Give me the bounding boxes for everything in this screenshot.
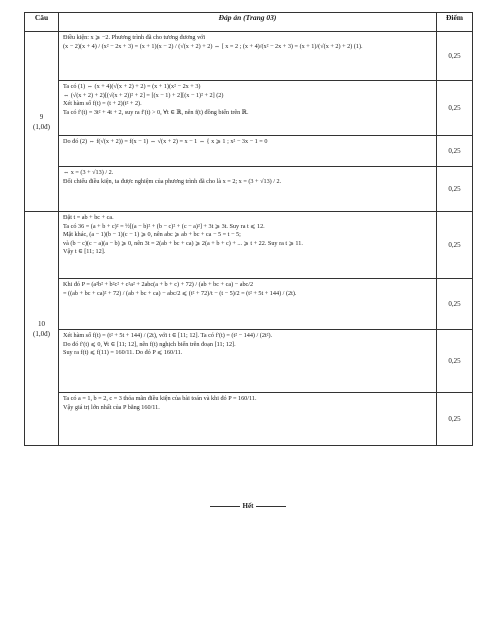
text-line: Xét hàm số f(t) = (t² + 5t + 144) / (2t), với t ∈ [11; 12]. Ta có f′(t) = (t² − 144) / (2t²). (63, 332, 273, 339)
q10-points: (1,0đ) (33, 329, 50, 338)
q9-label (25, 32, 59, 212)
text-line: Do đó f′(t) ⩽ 0, ∀t ∈ [11; 12], nên f(t) nghịch biến trên đoạn [11; 12]. (63, 340, 236, 348)
header-score: Điểm (437, 13, 473, 32)
text-line: Suy ra f(t) ⩽ f(11) = 160/11. Do đó P ⩽ 160/11. (63, 349, 183, 357)
score-cell: 0,25 (437, 32, 473, 81)
q10-label (25, 212, 59, 446)
q10-step-2 (59, 279, 437, 330)
text-line: Điều kiện: x ⩾ −2. Phương trình đã cho tương đương với (63, 34, 206, 41)
text-line: Ta có f′(t) = 3t² + 4t + 2, suy ra f′(t) > 0, ∀t ∈ ℝ, nên f(t) đồng biến trên ℝ. (63, 108, 249, 116)
table-header-row (25, 13, 473, 32)
q9-number: 9 (39, 112, 44, 121)
score-cell: 0,25 (437, 136, 473, 167)
answer-table (24, 12, 473, 446)
q10-row-4 (25, 393, 473, 446)
text-line: Khi đó P = (a²b² + b²c² + c²a² + 2abc(a + b + c) + 72) / (ab + bc + ca) − abc/2 (63, 281, 254, 288)
text-line: Đặt t = ab + bc + ca. (63, 214, 114, 221)
text-line: ⇔ x = (3 + √13) / 2. (63, 169, 114, 176)
q9-row-4 (25, 167, 473, 212)
q9-row-2 (25, 81, 473, 136)
score-cell: 0,25 (437, 393, 473, 446)
text-line: Ta có 36 = (a + b + c)² = ½[(a − b)² + (b − c)² + (c − a)²] + 3t ⩾ 3t. Suy ra t ⩽ 12. (63, 222, 265, 230)
score-cell: 0,25 (437, 167, 473, 212)
text-line: Xét hàm số f(t) = (t + 2)(t² + 2). (63, 100, 142, 108)
text-line: Đối chiếu điều kiện, ta được nghiệm của phương trình đã cho là x = 2; x = (3 + √13) / 2. (63, 177, 282, 185)
text-line: = ((ab + bc + ca)² + 72) / (ab + bc + ca) − abc/2 ⩽ (t² + 72)/t − (t − 5)/2 = (t² + 5t + 144) / (2t). (63, 289, 297, 297)
divider (256, 506, 286, 507)
q9-row-3 (25, 136, 473, 167)
header-answer: Đáp án (Trang 03) (59, 13, 437, 32)
text-line: và (b − c)(c − a)(a − b) ⩾ 0, nên 3t = 2(ab + bc + ca) ⩾ 2(a + b + c) + ... ⩾ t + 22. Suy ra t ⩾ 11. (63, 239, 303, 247)
q10-step-3 (59, 330, 437, 393)
text-line: Vậy giá trị lớn nhất của P bằng 160/11. (63, 403, 160, 411)
q9-step-4 (59, 167, 437, 212)
q9-step-2 (59, 81, 437, 136)
end-text: Hết (242, 502, 254, 510)
text-line: Ta có (1) ⇔ (x + 4)(√(x + 2) + 2) = (x + 1)(x² − 2x + 3) (63, 83, 201, 90)
text-line: Ta có a = 1, b = 2, c = 3 thỏa mãn điều kiện của bài toán và khi đó P = 160/11. (63, 395, 257, 402)
q10-step-1 (59, 212, 437, 279)
text-line: (x − 2)(x + 4) / (x² − 2x + 3) = (x + 1)(x − 2) / (√(x + 2) + 2) ⇔ [ x = 2 ; (x + 4)/(x² − 2x + 3) = (x + 1)/(√(x + 2) + 2) (1). (63, 42, 363, 50)
q9-points: (1,0đ) (33, 122, 50, 131)
score-cell: 0,25 (437, 212, 473, 279)
text-line: Vậy t ∈ [11; 12]. (63, 248, 106, 256)
q9-step-1 (59, 32, 437, 81)
q10-step-4 (59, 393, 437, 446)
text-line: Do đó (2) ⇔ f(√(x + 2)) = f(x − 1) ⇔ √(x + 2) = x − 1 ⇔ { x ⩾ 1 ; x² − 3x − 1 = 0 (63, 138, 268, 145)
end-marker (24, 502, 472, 510)
q10-row-2 (25, 279, 473, 330)
text-line: ⇔ (√(x + 2) + 2)[(√(x + 2))² + 2] = [(x − 1) + 2][(x − 1)² + 2] (2) (63, 91, 224, 99)
header-question: Câu (25, 13, 59, 32)
q10-row-3 (25, 330, 473, 393)
divider (210, 506, 240, 507)
score-cell: 0,25 (437, 81, 473, 136)
q10-row-1 (25, 212, 473, 279)
q9-row-1 (25, 32, 473, 81)
answer-key-sheet (24, 12, 472, 510)
score-cell: 0,25 (437, 330, 473, 393)
text-line: Mặt khác, (a − 1)(b − 1)(c − 1) ⩾ 0, nên abc ⩾ ab + bc + ca − 5 = t − 5; (63, 231, 241, 239)
q10-number: 10 (38, 319, 45, 328)
score-cell: 0,25 (437, 279, 473, 330)
q9-step-3 (59, 136, 437, 167)
